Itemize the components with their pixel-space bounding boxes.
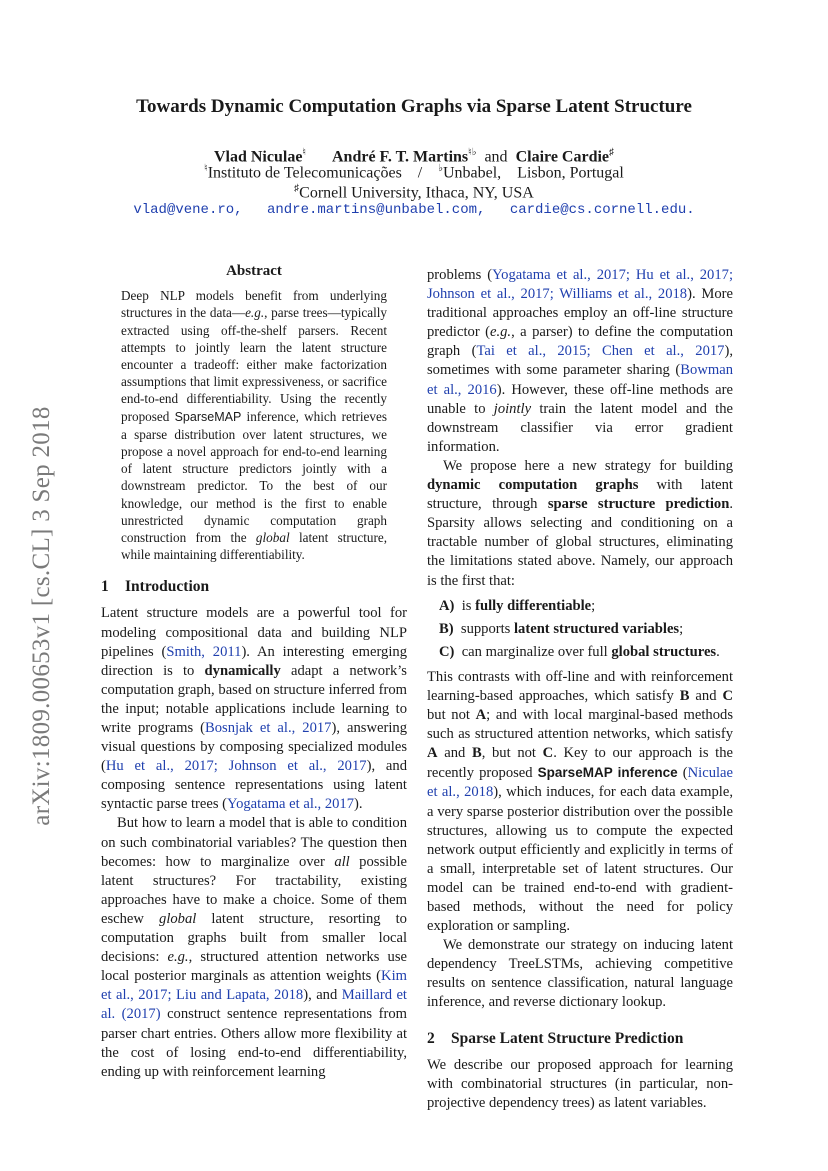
text-run: dynamic computation graphs (427, 477, 639, 494)
text-run: global (159, 910, 197, 927)
citation-link[interactable]: Tai et al., 2015; Chen et al., 2017 (476, 343, 725, 360)
text-run: ). An interesting emerging direction is to (101, 643, 407, 679)
paragraph (427, 457, 733, 591)
text-run: Latent structure models are a powerful tool for modeling compositional data and building NLP pipelines ( (101, 605, 407, 660)
text-run: ), and composing sentence representations using latent syntactic parse trees ( (101, 758, 407, 813)
text-run: C (722, 687, 733, 704)
email-link[interactable]: cardie@cs.cornell.edu. (509, 202, 695, 218)
text-run: ), sometimes with some parameter sharing ( (427, 343, 733, 379)
text-run: sparse structure prediction (547, 496, 730, 513)
text-run: with latent structure, through (427, 477, 733, 513)
paragraph (427, 266, 733, 457)
text-run: problems ( (427, 267, 493, 283)
affiliation-c: Cornell University, Ithaca, NY, USA (299, 184, 534, 202)
text-run: , but not (481, 745, 543, 762)
paragraph (101, 604, 407, 814)
affiliation-line-1 (0, 163, 828, 182)
text-run: possible latent structures? For tractability, existing approaches have to make a choice. Some of them eschew (101, 853, 408, 927)
citation-link[interactable]: Maillard et al. (2017) (101, 987, 407, 1023)
text-run: C (542, 745, 554, 762)
email-link[interactable]: andre.martins@unbabel.com, (266, 202, 486, 218)
abstract-text: Deep NLP models benefit from underlying structures in the data—e.g., parse trees—typically extracted using off-the-shelf parsers. Recent attempts to jointly learn the latent structure encounter a tradeoff: either make factorization assumptions that limit expressiveness, or sacrifice end-to-end differentiability. Using the recently proposed SparseMAP inference, which retrieves a sparse distribution over latent structures, we propose a novel approach for end-to-end learning of latent structure predictors jointly with a downstream predictor. To the best of our knowledge, our method is the first to enable unrestricted dynamic computation graph construction from the global latent structure, while maintaining differentiability. (121, 288, 388, 563)
section-heading: 1 Introduction (101, 578, 210, 596)
affiliation-mark: ♯ (294, 183, 300, 194)
author-mark: ♯ (609, 147, 615, 158)
text-run: A (475, 707, 487, 724)
right-column (427, 266, 733, 1113)
list-item: B) supports latent structured variables; (439, 620, 684, 637)
citation-link[interactable]: Yogatama et al., 2017 (227, 796, 355, 813)
text-run: train the latent model and the downstream classifier via error gradient information. (427, 400, 733, 455)
text-run: dynamically (204, 662, 281, 679)
arxiv-stamp (22, 376, 62, 856)
list-item: A) is fully differentiable; (439, 597, 596, 614)
text-run: e.g. (489, 324, 512, 341)
text-run: construct sentence representations from parser chart entries. Others allow more flexibility at the cost of losing end-to-end differentiability, ending up with reinforcement learning (101, 1006, 407, 1080)
text-run: ). (354, 796, 363, 813)
text-run: adapt a network’s computation graph, based on structure inferred from the input; notable applications include learning to write programs ( (101, 662, 407, 736)
citation-link[interactable]: Bowman et al., 2016 (427, 362, 733, 398)
left-column (101, 262, 407, 1082)
text-run: ), answering visual questions by composing specialized modules ( (101, 720, 407, 775)
email-link[interactable]: vlad@vene.ro, (133, 202, 243, 218)
paragraph (101, 814, 407, 1081)
paragraph (427, 668, 733, 936)
text-run: ), which induces, for each data example, a very sparse posterior distribution over the possible structures, allowing us to compute the expected network output efficiently and explicitly in terms of a small, interpretable set of latent structures. Our model can be trained end-to-end with gradient-based methods, without the need for policy exploration or sampling. (427, 784, 733, 935)
arxiv-stamp-text: arXiv:1809.00653v1 [cs.CL] 3 Sep 2018 (28, 406, 55, 826)
text-run: ; and with local marginal-based methods such as structured attention networks, which satisfy (427, 707, 733, 743)
text-run: . Key to our approach is the recently proposed (427, 745, 733, 782)
affiliation-mark: ♭ (438, 163, 443, 174)
author-name: Vlad Niculae (213, 148, 303, 166)
list-item: C) can marginalize over full global structures. (439, 643, 720, 660)
text-run: latent structure, resorting to computation graphs built from smaller local decisions: (101, 910, 407, 966)
email-list (0, 202, 828, 218)
citation-link[interactable]: Bosnjak et al., 2017 (205, 720, 332, 736)
paragraph: We describe our proposed approach for learning with combinatorial structures (in particular, non-projective dependency trees) as latent variables. (427, 1056, 733, 1111)
affiliation-mark: ♮ (204, 163, 208, 174)
affiliation-separator: / (417, 164, 423, 182)
text-run: A (427, 745, 438, 762)
text-run: ). However, these off-line methods are unable to (427, 381, 733, 417)
text-run: This contrasts with off-line and with reinforcement learning-based approaches, which satisfy (427, 668, 733, 704)
citation-link[interactable]: Hu et al., 2017; Johnson et al., 2017 (105, 758, 367, 775)
text-run: and (689, 687, 723, 704)
author-and: and (484, 148, 508, 166)
text-run: and (437, 745, 472, 762)
text-run: but not (427, 707, 476, 724)
text-run: , a parser) to define the computation graph ( (427, 324, 733, 360)
paragraph: We demonstrate our strategy on inducing latent dependency TreeLSTMs, achieving competitive results on sentence classification, natural language inference, and reverse dictionary lookup. (427, 937, 733, 1011)
author-name: Claire Cardie (515, 148, 610, 166)
section-heading: 2 Sparse Latent Structure Prediction (427, 1029, 684, 1047)
text-run: B (471, 745, 482, 762)
paper-title: Towards Dynamic Computation Graphs via Sparse Latent Structure (136, 96, 692, 117)
affiliation-a: Instituto de Telecomunicações (207, 164, 402, 182)
text-run: . Sparsity allows selecting and conditioning on a tractable number of global structures, eliminating the limitations stated above. Namely, our approach is the first that: (427, 496, 733, 589)
author-mark: ♮♭ (468, 147, 477, 158)
text-run: ( (677, 765, 688, 782)
text-run: e.g. (167, 949, 189, 966)
text-run: ), and (303, 987, 342, 1004)
text-run: jointly (493, 400, 532, 417)
abstract-heading: Abstract (226, 263, 282, 279)
text-run: But how to learn a model that is able to condition on such combinatorial variables? The question then becomes: how to marginalize over (101, 815, 407, 870)
citation-link[interactable]: Kim et al., 2017; Liu and Lapata, 2018 (101, 968, 407, 1004)
author-mark: ♮ (302, 147, 306, 158)
text-run: , structured attention networks use local posterior marginals as attention weights ( (101, 949, 407, 985)
text-run: ). More traditional approaches employ an off-line structure predictor ( (427, 286, 733, 341)
affiliation-b: Unbabel, Lisbon, Portugal (442, 164, 624, 182)
text-run: B (679, 687, 690, 704)
citation-link[interactable]: Yogatama et al., 2017; Hu et al., 2017; Johnson et al., 2017; Williams et al., 2018 (427, 267, 734, 303)
text-run: all (334, 853, 350, 870)
author-name: André F. T. Martins (332, 148, 469, 166)
contribution-list (439, 597, 733, 662)
citation-link[interactable]: Niculae et al., 2018 (427, 765, 734, 801)
text-run: SparseMAP inference (537, 765, 678, 781)
citation-link[interactable]: Smith, 2011 (166, 643, 242, 660)
text-run: We propose here a new strategy for building (443, 457, 733, 474)
affiliation-line-2 (0, 183, 828, 202)
